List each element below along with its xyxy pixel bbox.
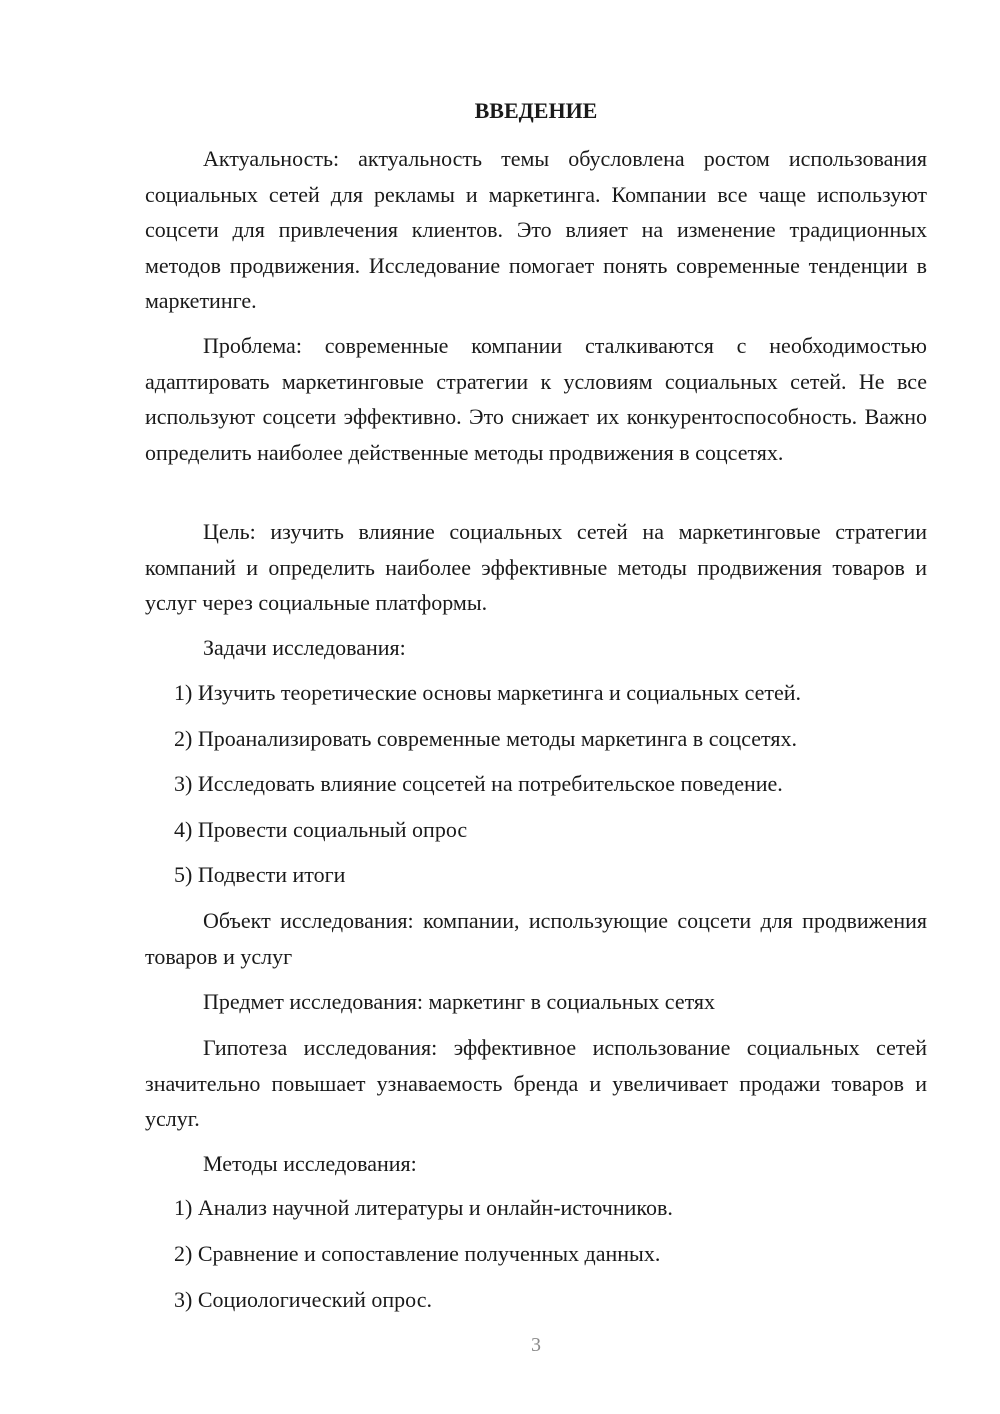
subject-paragraph: Предмет исследования: маркетинг в социальных сетях (203, 989, 716, 1014)
task-item: 4) Провести социальный опрос (174, 817, 468, 842)
section-heading: ВВЕДЕНИЕ (474, 98, 598, 123)
relevance-paragraph: Актуальность: актуальность темы обусловлена ростом использования социальных сетей для рекламы и маркетинга. Компании все чаще используют соцсети для привлечения клиентов. Это влияет на изменение традиционных методов продвижения. Исследование помогает понять современные тенденции в маркетинге. (145, 146, 927, 313)
goal-paragraph: Цель: изучить влияние социальных сетей на маркетинговые стратегии компаний и определить наиболее эффективные методы продвижения товаров и услуг через социальные платформы. (145, 519, 927, 615)
method-item: 2) Сравнение и сопоставление полученных данных. (174, 1241, 661, 1266)
task-item: 1) Изучить теоретические основы маркетинга и социальных сетей. (174, 680, 802, 705)
task-item: 2) Проанализировать современные методы маркетинга в соцсетях. (174, 726, 797, 751)
methods-heading: Методы исследования: (203, 1151, 417, 1176)
method-item: 3) Социологический опрос. (174, 1287, 432, 1312)
method-item: 1) Анализ научной литературы и онлайн-источников. (174, 1195, 673, 1220)
task-item: 5) Подвести итоги (174, 862, 346, 887)
object-paragraph: Объект исследования: компании, использующие соцсети для продвижения товаров и услуг (145, 908, 927, 969)
tasks-heading: Задачи исследования: (203, 635, 406, 660)
task-item: 3) Исследовать влияние соцсетей на потребительское поведение. (174, 771, 783, 796)
page-number: 3 (531, 1334, 541, 1356)
problem-paragraph: Проблема: современные компании сталкиваются с необходимостью адаптировать маркетинговые стратегии к условиям социальных сетей. Не все используют соцсети эффективно. Это снижает их конкурентоспособность. Важно определить наиболее действенные методы продвижения в соцсетях. (145, 333, 927, 465)
hypothesis-paragraph: Гипотеза исследования: эффективное использование социальных сетей значительно повышает узнаваемость бренда и увеличивает продажи товаров и услуг. (145, 1035, 927, 1131)
